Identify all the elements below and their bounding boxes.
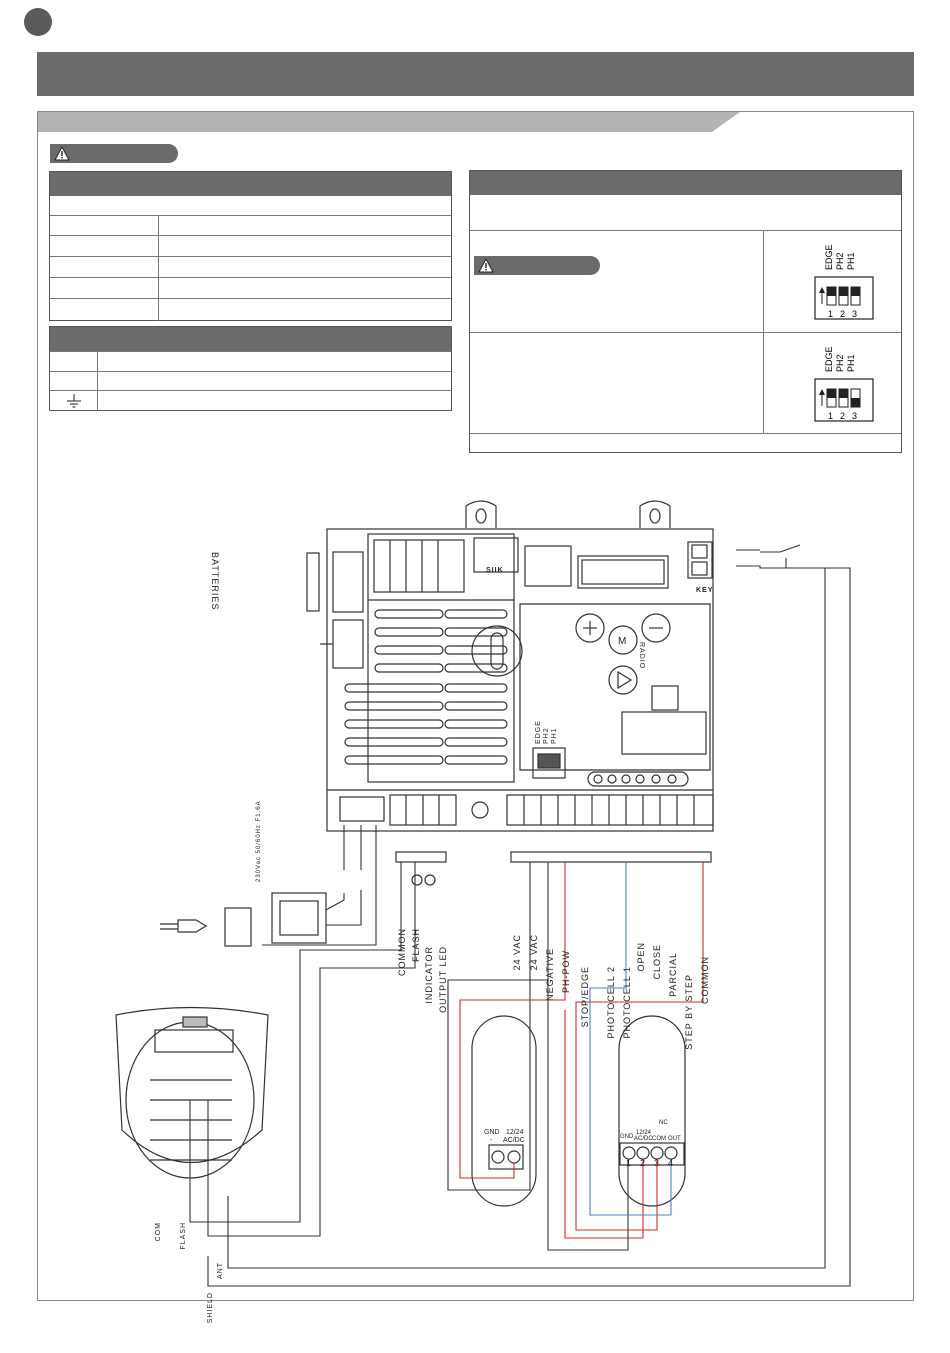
dip-number: 1 (828, 411, 834, 421)
dip-number: 3 (852, 411, 858, 421)
wiring-diagram (0, 490, 950, 1324)
connector-block (525, 546, 571, 586)
board-dip-label: EDGE (535, 720, 542, 744)
terminal-label: PHOTOCELL 1 (622, 966, 632, 1039)
terminal-label: INDICATOR (424, 946, 434, 1004)
section-bar (38, 112, 740, 132)
wire-label: ANT (217, 1262, 224, 1279)
pc-number: 4 (668, 1158, 674, 1168)
dip-switch-ph1-on (810, 334, 880, 426)
wire-label: COM (155, 1222, 162, 1242)
board-dip-label: PH2 (543, 727, 550, 744)
dip-label: PH1 (846, 252, 856, 270)
power-table (49, 171, 452, 321)
terminal-label: STEP BY STEP (684, 974, 694, 1050)
terminal-label: STOP/EDGE (580, 966, 590, 1028)
mount-tab (640, 501, 670, 528)
pc-label: 12/24 (636, 1130, 652, 1136)
main-terminal-block (507, 795, 713, 825)
dip-number: 3 (852, 309, 858, 319)
terminal-label: COMMON (397, 928, 407, 976)
led-window (652, 686, 678, 710)
pc-number: 1 (626, 1158, 632, 1168)
radio-label: RADIO (638, 642, 645, 670)
pc-label: GND (484, 1129, 500, 1136)
red-wires (460, 862, 703, 1238)
dip-label: EDGE (824, 244, 834, 270)
pc-label: OUT (668, 1136, 681, 1142)
page-marker (24, 8, 52, 36)
wire-label: SHIELD (207, 1292, 214, 1324)
pc-number: 3 (654, 1158, 660, 1168)
terminal-label: FLASH (411, 928, 421, 963)
mount-tab (466, 501, 496, 528)
dip-label: PH2 (835, 252, 845, 270)
dip-label: PH2 (835, 354, 845, 372)
lamp-icon (425, 875, 435, 885)
terminal-label: 24 VAC (512, 934, 522, 971)
power-rating: 230Vac 50/60Hz F1.6A (256, 800, 262, 882)
mains-block (225, 908, 251, 946)
warning-icon (478, 258, 494, 273)
ground-icon (64, 393, 84, 409)
terminal-label: 24 VAC (529, 934, 539, 971)
dip-number: 2 (840, 411, 846, 421)
dip-switch-all-off (810, 232, 880, 324)
warning-icon (54, 146, 70, 161)
lamp-icon (412, 875, 422, 885)
batteries-label: BATTERIES (210, 552, 220, 611)
motor-label: M (618, 636, 628, 647)
header-bar (37, 52, 914, 96)
pc-label: - (490, 1137, 493, 1144)
pc-label: 12/24 (506, 1129, 524, 1136)
terminal-label: PH-POW (561, 950, 571, 993)
terminal-label: OPEN (636, 942, 646, 972)
plug-icon (178, 920, 206, 932)
terminal-label: COMMON (700, 956, 710, 1004)
pc-label: AC/DC (634, 1136, 653, 1142)
slk-label: SIIK (486, 567, 504, 574)
pc-number: 2 (640, 1158, 646, 1168)
battery-connector (333, 552, 363, 612)
warning-banner (50, 144, 178, 163)
pc-label: NC (659, 1120, 668, 1126)
terminal-label: PHOTOCELL 2 (606, 966, 616, 1039)
wire-label: FLASH (180, 1222, 187, 1250)
photocell-receiver (619, 1016, 685, 1206)
table-header (50, 172, 451, 196)
warning-banner (474, 256, 600, 275)
pc-label: GND (620, 1134, 634, 1140)
table-header (470, 171, 901, 195)
pc-label: COM (652, 1136, 666, 1142)
terminal-label: OUTPUT LED (438, 946, 448, 1013)
battery-connector (333, 620, 363, 668)
key-label: KEY (696, 587, 714, 594)
terminal-label: PARCIAL (668, 952, 678, 997)
connection-table (49, 326, 452, 411)
board-dip-label: PH1 (551, 727, 558, 744)
dip-number: 2 (840, 309, 846, 319)
table-header (50, 327, 451, 351)
dip-label: PH1 (846, 354, 856, 372)
dip-number: 1 (828, 309, 834, 319)
play-button (609, 666, 637, 694)
terminal-label: CLOSE (652, 944, 662, 980)
pc-label: AC/DC (503, 1137, 525, 1144)
dip-label: EDGE (824, 346, 834, 372)
flash-screw-row (396, 852, 446, 862)
terminal-screw-row (511, 852, 711, 862)
terminal-label: NEGATIVE (545, 948, 555, 1001)
